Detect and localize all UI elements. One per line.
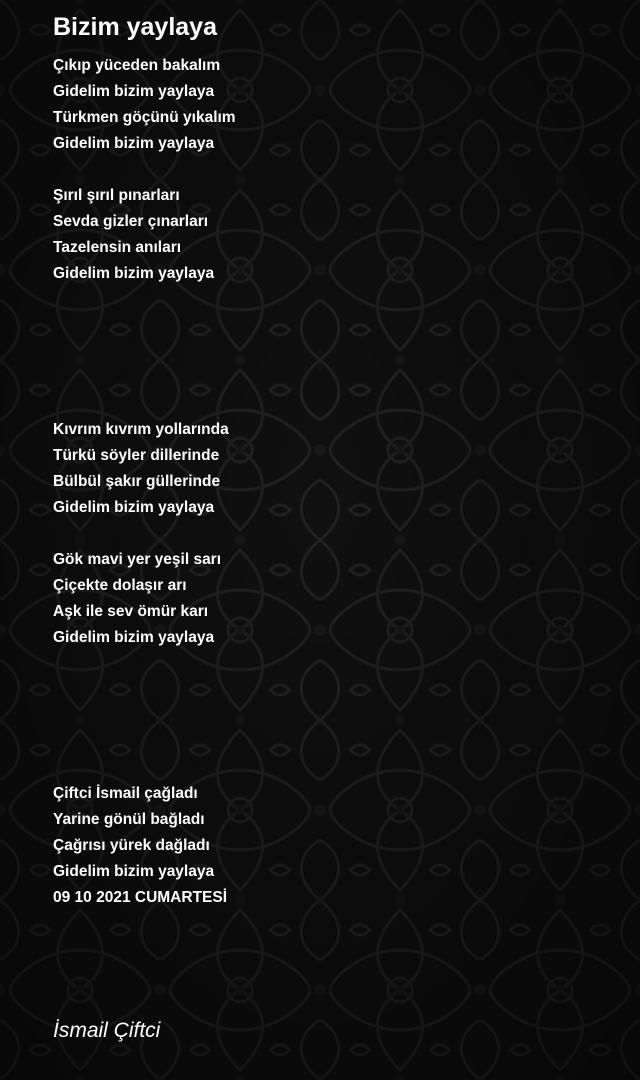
stanza-gap (53, 729, 613, 755)
poem-line: Gidelim bizim yaylaya (53, 499, 215, 516)
stanza-gap (53, 755, 613, 781)
poem-line: Gidelim bizim yaylaya (53, 83, 215, 100)
poem-line: Çağrısı yürek dağladı (53, 837, 210, 854)
poem-line: Gidelim bizim yaylaya (53, 863, 215, 880)
poem-line: Sevda gizler çınarları (53, 213, 209, 230)
poem-body (53, 53, 613, 911)
poem-line: Aşk ile sev ömür karı (53, 603, 209, 620)
poem-title: Bizim yaylaya (53, 13, 217, 41)
poem-line: Türkü söyler dillerinde (53, 447, 220, 464)
poem-date: 09 10 2021 CUMARTESİ (53, 889, 228, 906)
poem-line: Gidelim bizim yaylaya (53, 135, 215, 152)
stanza-gap (53, 651, 613, 677)
poem-line: Şırıl şırıl pınarları (53, 187, 180, 204)
poem-line: Çiftci İsmail çağladı (53, 785, 198, 802)
poem-line: Yarine gönül bağladı (53, 811, 205, 828)
stanza-gap (53, 703, 613, 729)
poem-line: Türkmen göçünü yıkalım (53, 109, 236, 126)
stanza-gap (53, 157, 613, 183)
stanza-gap (53, 287, 613, 313)
poem-author: İsmail Çiftci (53, 1019, 161, 1042)
poem-line: Kıvrım kıvrım yollarında (53, 421, 229, 438)
poem-line: Gidelim bizim yaylaya (53, 629, 215, 646)
stanza-gap (53, 677, 613, 703)
stanza-gap (53, 313, 613, 339)
poem-line: Bülbül şakır güllerinde (53, 473, 221, 490)
poem-line: Çiçekte dolaşır arı (53, 577, 187, 594)
poem-line: Çıkıp yüceden bakalım (53, 57, 221, 74)
stanza-gap (53, 365, 613, 391)
poem-line: Gidelim bizim yaylaya (53, 265, 215, 282)
stanza-gap (53, 339, 613, 365)
stanza-gap (53, 521, 613, 547)
poem-line: Tazelensin anıları (53, 239, 182, 256)
poem-line: Gök mavi yer yeşil sarı (53, 551, 222, 568)
stanza-gap (53, 391, 613, 417)
